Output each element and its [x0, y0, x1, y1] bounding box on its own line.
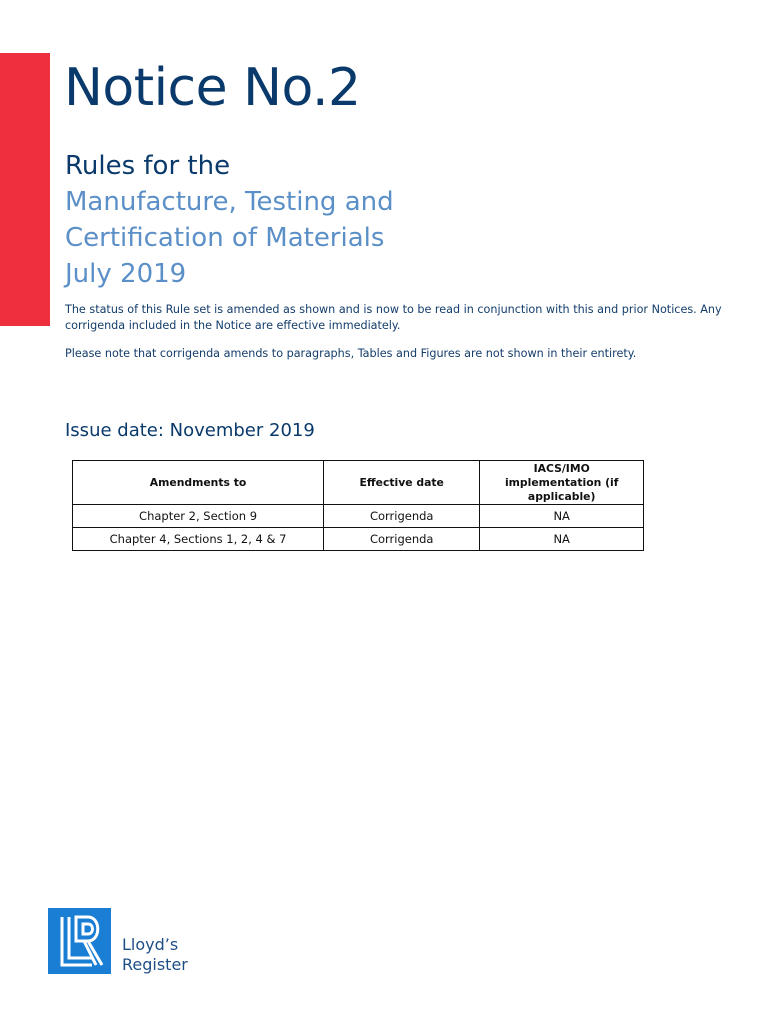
- column-header-amendments: Amendments to: [73, 461, 324, 505]
- table-cell-effective-date: Corrigenda: [324, 505, 480, 528]
- column-header-implementation: IACS/IMO implementation (if applicable): [480, 461, 644, 505]
- red-accent-bar: [0, 53, 50, 326]
- status-paragraph: The status of this Rule set is amended as shown and is now to be read in conjunction with this and prior Notices. Any corrigenda included in the Notice are effective immediately.: [65, 303, 722, 332]
- logo-line-2: Register: [122, 955, 188, 974]
- subtitle-line-1: Rules for the: [65, 151, 231, 181]
- table-cell-implementation: NA: [480, 528, 644, 551]
- subtitle-line-3: Certification of Materials: [65, 223, 385, 253]
- lr-monogram-logo-icon: [48, 908, 111, 974]
- subtitle-block: [65, 148, 394, 292]
- issue-date: Issue date: November 2019: [65, 420, 315, 441]
- table-row: [73, 528, 644, 551]
- table-cell-amendment: Chapter 4, Sections 1, 2, 4 & 7: [73, 528, 324, 551]
- subtitle-line-4: July 2019: [65, 259, 187, 289]
- subtitle-line-2: Manufacture, Testing and: [65, 187, 394, 217]
- amendments-table: [72, 460, 644, 551]
- corrigenda-note-paragraph: Please note that corrigenda amends to paragraphs, Tables and Figures are not shown in their entirety.: [65, 347, 637, 360]
- table-row: [73, 505, 644, 528]
- table-header-row: [73, 461, 644, 505]
- logo-line-1: Lloyd’s: [122, 935, 179, 954]
- table-cell-implementation: NA: [480, 505, 644, 528]
- table-cell-amendment: Chapter 2, Section 9: [73, 505, 324, 528]
- logo-wordmark: [122, 935, 188, 975]
- column-header-effective-date: Effective date: [324, 461, 480, 505]
- page-title: Notice No.2: [64, 58, 361, 118]
- table-cell-effective-date: Corrigenda: [324, 528, 480, 551]
